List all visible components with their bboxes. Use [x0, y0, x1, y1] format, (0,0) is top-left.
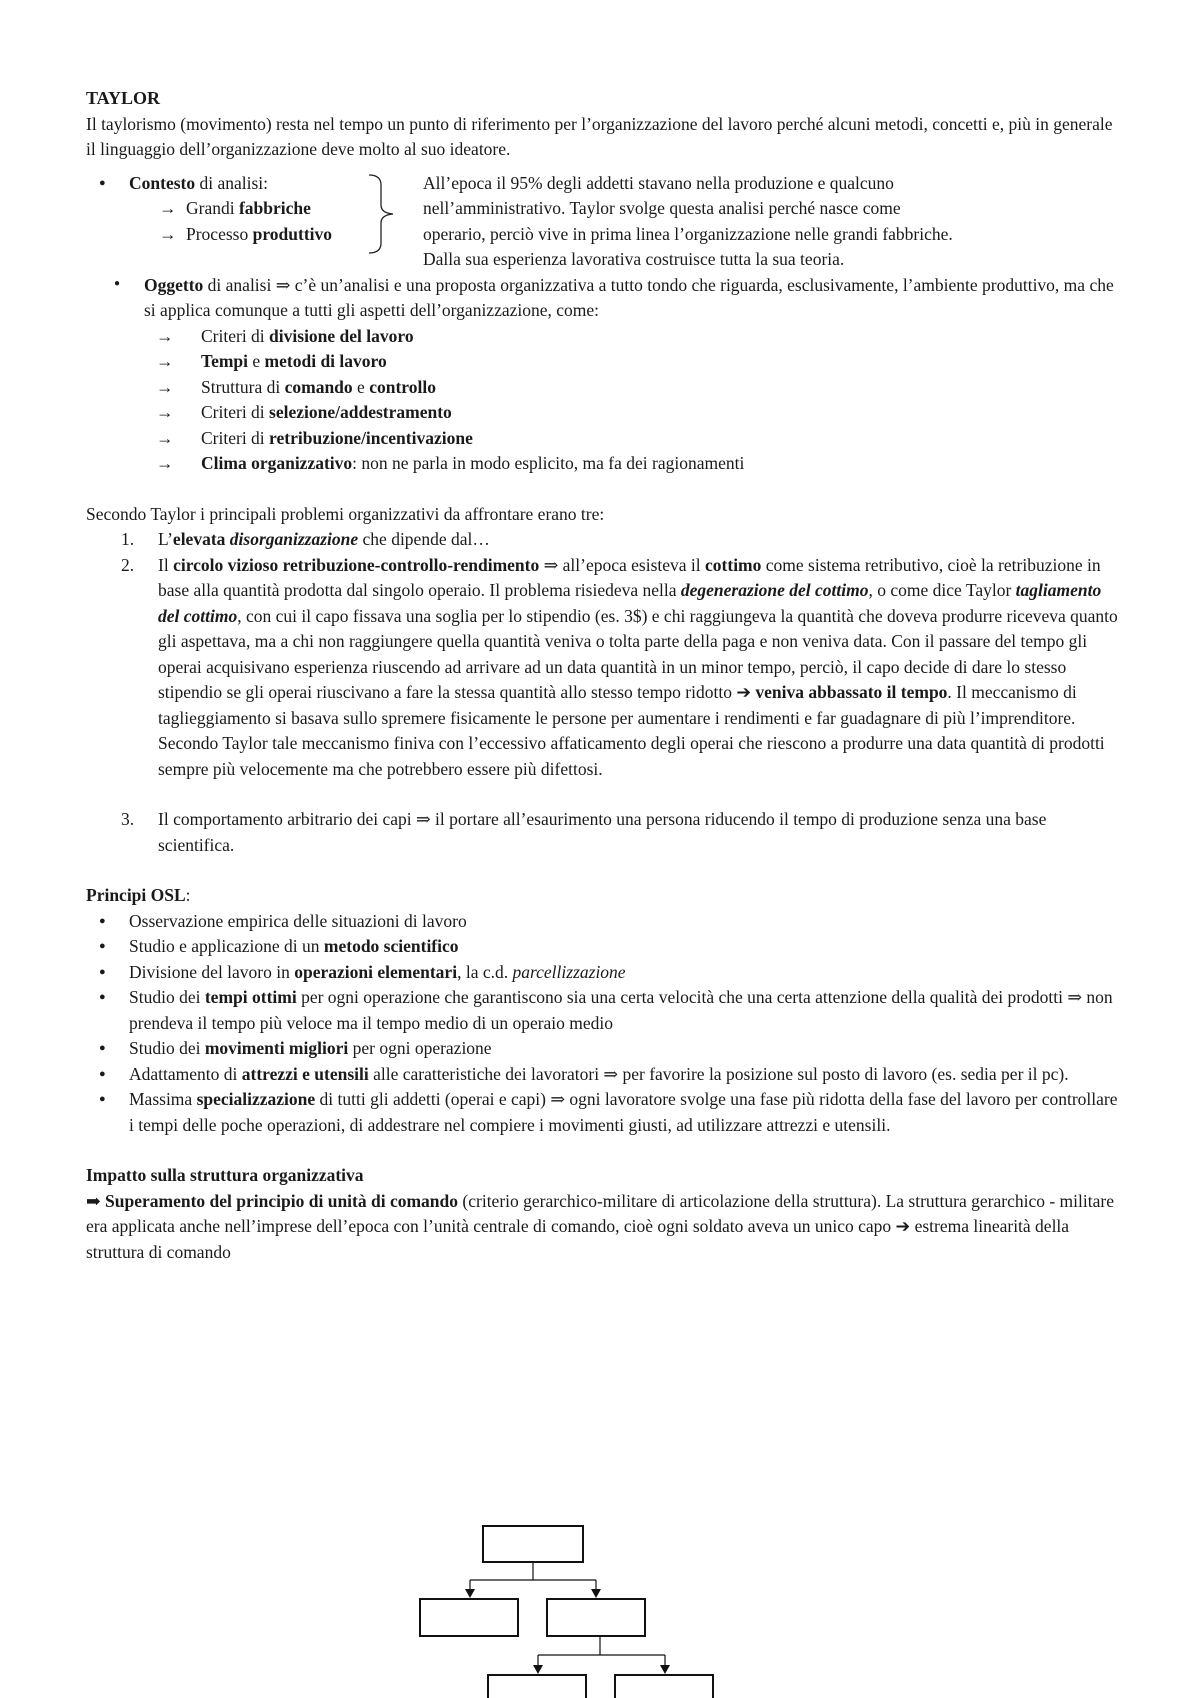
principi-list — [86, 909, 1126, 1139]
oggetto-list-item — [86, 324, 1126, 350]
impatto-heading — [86, 1163, 1126, 1189]
item-text: alle caratteristiche dei lavoratori ⇒ per favorire la posizione sul posto di lavoro (es. sedia per il pc). — [368, 1063, 1069, 1084]
item-bold: attrezzi e utensili — [241, 1063, 369, 1084]
contesto-block — [86, 171, 1126, 273]
problem-bold: cottimo — [705, 554, 762, 575]
problem-bold: veniva abbassato il tempo — [755, 682, 948, 702]
problem-text: ⇒ all’epoca esisteva il — [539, 554, 706, 575]
problem-text: . Il meccanismo di taglieggiamento si basava sullo spremere fisicamente le persone per aumentare i rendimenti e far guadagnare di più l’imprenditore. Secondo Taylor tale meccanismo finiva con l’eccessivo affaticamento degli operai che riescono a produrre una data quantità di prodotti sempre più velocemente ma che potrebbero essere più difettosi. — [158, 682, 1105, 779]
contesto-sub-item — [86, 196, 378, 222]
problem-number: 3. — [121, 809, 135, 829]
item-text: , la c.d. — [457, 961, 513, 982]
problem-bold-italic: tagliamento del cottimo — [158, 580, 1102, 626]
problem-text: Il — [158, 554, 174, 575]
arrow-down-icon — [591, 1589, 601, 1598]
right-arrow-icon: ➡ — [86, 1190, 106, 1211]
item-text: Osservazione empirica delle situazioni di lavoro — [129, 910, 467, 931]
contesto-label-rest: di analisi: — [195, 172, 269, 193]
item-text: Studio e applicazione di un — [129, 936, 324, 956]
org-box-level2-right — [547, 1599, 645, 1636]
arrow-down-icon — [465, 1589, 475, 1598]
item-text: Struttura di — [201, 376, 285, 397]
principi-item — [86, 985, 1126, 1036]
impatto-text: estrema linearità della struttura di comando — [86, 1216, 1070, 1262]
principi-item — [86, 1036, 1126, 1062]
item-bold: retribuzione/incentivazione — [269, 427, 473, 448]
impatto-text: (criterio gerarchico-militare di articolazione della struttura). La struttura gerarchico - militare era applicata anche nell’imprese dell’epoca con l’unità centrale di comando, cioè ogni soldato aveva un unico capo — [86, 1190, 1114, 1236]
item-bold: Tempi — [201, 351, 249, 371]
principi-item — [86, 960, 1126, 986]
spacer — [86, 1138, 1126, 1163]
oggetto-label: Oggetto — [144, 274, 204, 295]
problem-number: 2. — [121, 554, 135, 575]
principi-item — [86, 1087, 1126, 1138]
problem-item — [86, 527, 1126, 553]
oggetto-list-item — [86, 400, 1126, 426]
document-page — [86, 86, 1126, 1265]
item-bold: comando — [284, 376, 353, 397]
impatto-paragraph — [86, 1189, 1126, 1266]
item-text: Divisione del lavoro in — [129, 961, 295, 982]
problem-text: che dipende dal… — [358, 529, 490, 549]
page-title: TAYLOR — [86, 88, 161, 108]
contesto-sub-bold: produttivo — [252, 223, 333, 244]
principi-heading — [86, 883, 1126, 909]
arrow-icon: ➔ — [736, 682, 756, 702]
org-box-top — [483, 1526, 583, 1562]
item-italic: parcellizzazione — [512, 961, 626, 982]
problem-item — [86, 553, 1126, 783]
arrow-icon: ➔ — [895, 1216, 911, 1236]
oggetto-item — [86, 273, 1126, 324]
principi-heading-rest: : — [185, 885, 191, 905]
item-text: e — [352, 376, 370, 397]
spacer — [86, 782, 1126, 807]
contesto-sub-item — [86, 222, 378, 248]
problemi-intro: Secondo Taylor i principali problemi organizzativi da affrontare erano tre: — [86, 503, 605, 524]
item-bold: tempi ottimi — [204, 987, 297, 1007]
item-bold: operazioni elementari — [294, 961, 458, 982]
contesto-sub-text: Processo — [186, 223, 253, 244]
problem-bold-italic: disorganizzazione — [229, 529, 359, 549]
problem-bold: circolo vizioso retribuzione-controllo-rendimento — [173, 554, 540, 575]
org-box-level2-left — [420, 1599, 518, 1636]
contesto-note: All’epoca il 95% degli addetti stavano nella produzione e qualcuno nell’amministrativo. Taylor svolge questa analisi perché nasce come operario, perciò vive in prima linea l’organizzazione nelle grandi fabbriche. Dalla sua esperienza lavorativa costruisce tutta la sua teoria. — [423, 172, 953, 269]
org-box-level3-left — [488, 1675, 586, 1698]
spacer — [86, 858, 1126, 883]
problem-text: , con cui il capo fissava una soglia per lo stipendio (es. 3$) e chi raggiungeva la quantità che doveva produrre riceveva quanto gli aspettava, ma a chi non raggiungere quella quantità veniva o tolta parte della paga e non veniva data. Con il passare del tempo gli operai acquisivano esperienza riuscendo ad arrivare ad un data quantità in un minor tempo, perciò, il capo decide di dare lo stesso stipendio se gli operai riuscivano a fare la stessa quantità allo stesso tempo ridotto — [158, 605, 1118, 702]
problem-text: Il comportamento arbitrario dei capi ⇒ il portare all’esaurimento una persona riducendo il tempo di produzione senza una base scientifica. — [158, 809, 1047, 855]
problem-bold: elevata — [172, 529, 230, 549]
item-text: Studio dei — [129, 987, 205, 1007]
item-bold: selezione/addestramento — [269, 402, 452, 422]
impatto-heading-text: Impatto sulla struttura organizzativa — [86, 1165, 364, 1185]
item-bold: specializzazione — [196, 1089, 316, 1109]
oggetto-list-item — [86, 451, 1126, 477]
item-bold: controllo — [369, 376, 436, 397]
item-text: di tutti gli addetti (operai e capi) ⇒ ogni lavoratore svolge una fase più ridotta della fase del lavoro per controllare i tempi delle poche operazioni, di addestrare nel compiere i movimenti giusti, ad utilizzare attrezzi e utensili. — [129, 1089, 1118, 1135]
oggetto-list-item — [86, 426, 1126, 452]
org-box-level3-right — [615, 1675, 713, 1698]
contesto-sub-text: Grandi — [186, 198, 239, 218]
problem-item — [86, 807, 1126, 858]
arrow-down-icon — [660, 1665, 670, 1674]
item-text: : non ne parla in modo esplicito, ma fa dei ragionamenti — [352, 453, 745, 473]
oggetto-text: di analisi ⇒ c’è un’analisi e una proposta organizzativa a tutto tondo che riguarda, esclusivamente, l’ambiente produttivo, ma che si applica comunque a tutti gli aspetti dell’organizzazione, come: — [144, 274, 1114, 320]
contesto-item — [86, 171, 378, 197]
item-bold: divisione del lavoro — [269, 325, 414, 346]
arrow-down-icon — [533, 1665, 543, 1674]
contesto-sub-bold: fabbriche — [238, 198, 311, 218]
oggetto-list — [86, 324, 1126, 477]
principi-item — [86, 909, 1126, 935]
item-text: Criteri di — [201, 325, 270, 346]
principi-item — [86, 934, 1126, 960]
item-text: e — [248, 351, 265, 371]
item-bold: metodi di lavoro — [264, 351, 387, 371]
problem-text: , o come dice Taylor — [868, 580, 1016, 600]
principi-item — [86, 1062, 1126, 1088]
curly-brace-icon — [367, 173, 397, 255]
contesto-list — [86, 171, 378, 273]
item-text: Massima — [129, 1089, 197, 1109]
principi-heading-bold: Principi OSL — [86, 885, 186, 905]
item-bold: movimenti migliori — [204, 1038, 349, 1058]
oggetto-list-item — [86, 375, 1126, 401]
intro-paragraph: Il taylorismo (movimento) resta nel tempo un punto di riferimento per l’organizzazione del lavoro perché alcuni metodi, concetti e, più in generale il linguaggio dell’organizzazione deve molto al suo ideatore. — [86, 113, 1113, 159]
item-bold: metodo scientifico — [323, 936, 459, 956]
item-text: per ogni operazione — [348, 1038, 492, 1058]
spacer — [86, 477, 1126, 502]
contesto-label: Contesto — [129, 172, 196, 193]
problem-bold-italic: degenerazione del cottimo — [680, 580, 869, 600]
item-text: Criteri di — [201, 427, 270, 448]
problem-text: come sistema retributivo, cioè la retribuzione in base alla quantità prodotta dal singolo operaio. Il problema risiedeva nella — [158, 554, 1101, 600]
item-bold: Clima organizzativo — [201, 453, 353, 473]
item-text: Studio dei — [129, 1038, 205, 1058]
item-text: Adattamento di — [129, 1063, 242, 1084]
item-text: Criteri di — [201, 402, 270, 422]
oggetto-list-item — [86, 349, 1126, 375]
problem-number: 1. — [121, 529, 135, 549]
item-text: per ogni operazione che garantiscono sia una certa velocità che una certa attenzione della qualità dei prodotti ⇒ non prendeva il tempo più veloce ma il tempo medio di un operaio medio — [129, 987, 1113, 1033]
impatto-bold: Superamento del principio di unità di comando — [105, 1190, 459, 1211]
problem-text: L’ — [158, 529, 173, 549]
